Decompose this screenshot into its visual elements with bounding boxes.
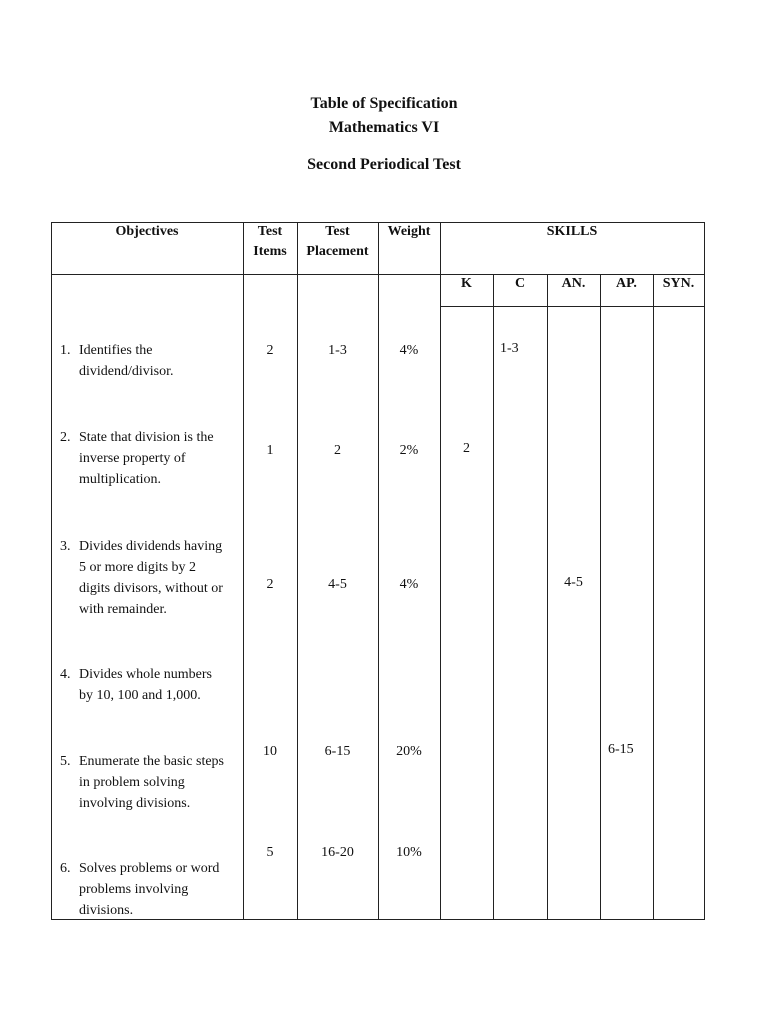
cell-skill-an: 4-5: [564, 575, 583, 590]
objective-text: Divides dividends having 5 or more digits by 2 digits divisors, without or with remainder.: [79, 539, 223, 617]
header-skill-c: C: [514, 276, 526, 291]
header-test-placement-line2: Placement: [306, 244, 369, 259]
cell-skill-c: 1-3: [500, 341, 519, 356]
header-test-placement-line1: Test: [325, 224, 350, 239]
objective-text: Divides whole numbers by 10, 100 and 1,000.: [79, 667, 212, 703]
cell-weight: 2%: [399, 443, 419, 458]
cell-test-items: 1: [266, 443, 274, 458]
cell-test-placement: 1-3: [328, 343, 347, 358]
header-skills: SKILLS: [546, 224, 598, 239]
objective-number: 3.: [60, 539, 71, 554]
cell-test-items: 10: [263, 744, 277, 759]
cell-weight: 10%: [396, 845, 422, 860]
cell-test-placement: 4-5: [328, 577, 347, 592]
objective-text: State that division is the inverse property of multiplication.: [79, 430, 214, 487]
objective-number: 1.: [60, 343, 71, 358]
objective-text: Solves problems or word problems involving divisions.: [79, 861, 220, 918]
cell-weight: 4%: [399, 577, 419, 592]
cell-test-items: 5: [266, 845, 274, 860]
cell-weight: 4%: [399, 343, 419, 358]
document-title: Table of Specification: [310, 95, 458, 112]
objective-number: 2.: [60, 430, 71, 445]
cell-test-items: 2: [266, 577, 274, 592]
objective-text: Identifies the dividend/divisor.: [79, 343, 174, 379]
document-subtitle: Second Periodical Test: [307, 156, 461, 173]
cell-skill-ap: 6-15: [608, 742, 634, 757]
header-skill-k: K: [461, 276, 472, 291]
header-weight: Weight: [387, 224, 431, 239]
header-test-items-line2: Items: [253, 244, 287, 259]
objective-number: 4.: [60, 667, 71, 682]
cell-test-items: 2: [266, 343, 274, 358]
header-test-items: [243, 222, 297, 262]
cell-skill-k: 2: [463, 441, 470, 456]
cell-test-placement: 2: [334, 443, 341, 458]
cell-weight: 20%: [396, 744, 422, 759]
header-objectives: Objectives: [115, 224, 179, 239]
objective-text: Enumerate the basic steps in problem solving involving divisions.: [79, 754, 225, 811]
cell-test-placement: 6-15: [324, 744, 351, 759]
document-subject: Mathematics VI: [328, 119, 440, 136]
header-test-placement: [297, 222, 378, 262]
header-skill-syn: SYN.: [662, 276, 695, 291]
cell-test-placement: 16-20: [321, 845, 354, 860]
header-skill-an: AN.: [561, 276, 586, 291]
header-skill-ap: AP.: [616, 276, 637, 291]
objective-number: 6.: [60, 861, 71, 876]
objective-number: 5.: [60, 754, 71, 769]
header-test-items-line1: Test: [257, 224, 283, 239]
